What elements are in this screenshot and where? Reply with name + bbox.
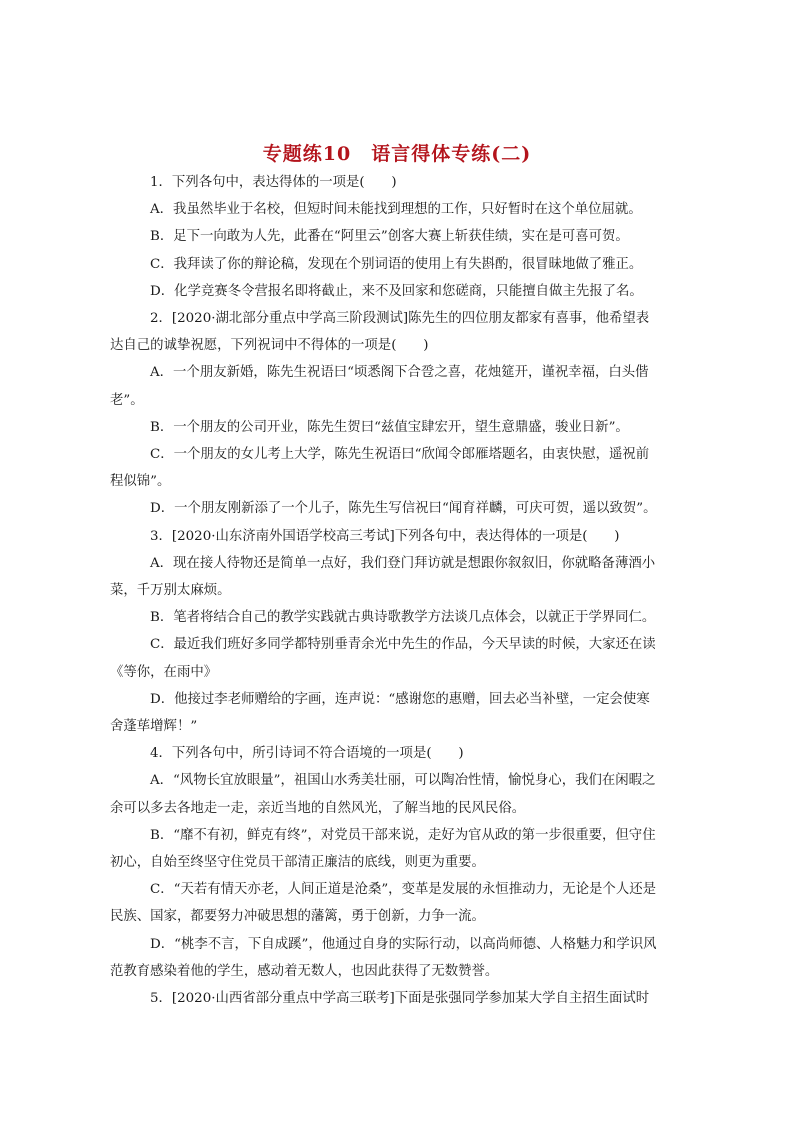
option-line-continued: 程似锦”。 <box>110 474 171 490</box>
question-line-continued: 达自己的诚挚祝愿，下列祝词中不得体的一项是( ) <box>110 338 429 354</box>
option-line: B．足下一向敢为人先，此番在“阿里云”创客大赛上斩获佳绩，实在是可喜可贺。 <box>150 229 629 245</box>
option-line: A．“风物长宜放眼量”，祖国山水秀美壮丽，可以陶冶性情，愉悦身心，我们在闲暇之 <box>150 773 656 789</box>
question-line: 3．[2020·山东济南外国语学校高三考试]下列各句中，表达得体的一项是( ) <box>150 528 620 544</box>
option-line-continued: 菜，千万别太麻烦。 <box>110 583 231 599</box>
option-line: A．我虽然毕业于名校，但短时间未能找到理想的工作，只好暂时在这个单位屈就。 <box>150 202 642 218</box>
option-line-continued: 范教育感染着他的学生，感动着无数人，也因此获得了无数赞誉。 <box>110 963 499 979</box>
option-line: C．“天若有情天亦老，人间正道是沧桑”，变革是发展的永恒推动力，无论是个人还是 <box>150 882 656 898</box>
option-line: A．一个朋友新婚，陈先生祝语曰“顷悉阁下合卺之喜，花烛筵开，谨祝幸福，白头偕 <box>150 365 649 381</box>
option-line: D．化学竞赛冬令营报名即将截止，来不及回家和您磋商，只能擅自做主先报了名。 <box>150 283 643 299</box>
option-line-continued: 初心，自始至终坚守住党员干部清正廉洁的底线，则更为重要。 <box>110 855 485 871</box>
option-line: C．最近我们班好多同学都特别垂青余光中先生的作品，今天早读的时候，大家还在读 <box>150 637 656 653</box>
option-line: D．一个朋友刚新添了一个儿子，陈先生写信祝曰“闻育祥麟，可庆可贺，遥以致贺”。 <box>150 501 657 517</box>
question-line: 4．下列各句中，所引诗词不符合语境的一项是( ) <box>150 746 464 762</box>
question-line: 1．下列各句中，表达得体的一项是( ) <box>150 175 397 190</box>
question-line: 5．[2020·山西省部分重点中学高三联考]下面是张强同学参加某大学自主招生面试时 <box>150 991 650 1007</box>
option-line-continued: 余可以多去各地走一走，亲近当地的自然风光，了解当地的民风民俗。 <box>110 800 526 816</box>
option-line-continued: 《等你，在雨中》 <box>110 664 218 680</box>
exercise-content <box>110 169 684 1012</box>
option-line: D．“桃李不言，下自成蹊”，他通过自身的实际行动，以高尚师德、人格魅力和学识风 <box>150 936 657 952</box>
question-line: 2．[2020·湖北部分重点中学高三阶段测试]陈先生的四位朋友都家有喜事，他希望表 <box>150 311 650 327</box>
page-title: 专题练10 语言得体专练(二) <box>262 143 532 165</box>
option-line: A．现在接人待物还是简单一点好，我们登门拜访就是想跟你叙叙旧，你就略备薄酒小 <box>150 555 656 571</box>
option-line: D．他接过李老师赠给的字画，连声说：“感谢您的惠赠，回去必当补壁，一定会使寒 <box>150 691 650 707</box>
option-line-continued: 民族、国家，都要努力冲破思想的藩篱，勇于创新，力争一流。 <box>110 909 485 925</box>
option-line-continued: 舍蓬荜增辉！” <box>110 719 198 735</box>
option-line: B．一个朋友的公司开业，陈先生贺曰“兹值宝肆宏开，望生意鼎盛，骏业日新”。 <box>150 419 629 435</box>
option-line: B．“靡不有初，鲜克有终”，对党员干部来说，走好为官从政的第一步很重要，但守住 <box>150 827 656 843</box>
option-line: C．我拜读了你的辩论稿，发现在个别词语的使用上有失斟酌，很冒昧地做了雅正。 <box>150 256 643 272</box>
option-line: B．笔者将结合自己的教学实践就古典诗歌教学方法谈几点体会，以就正于学界同仁。 <box>150 610 656 626</box>
option-line-continued: 老”。 <box>110 392 144 408</box>
option-line: C．一个朋友的女儿考上大学，陈先生祝语曰“欣闻令郎雁塔题名，由衷快慰，遥祝前 <box>150 447 650 463</box>
